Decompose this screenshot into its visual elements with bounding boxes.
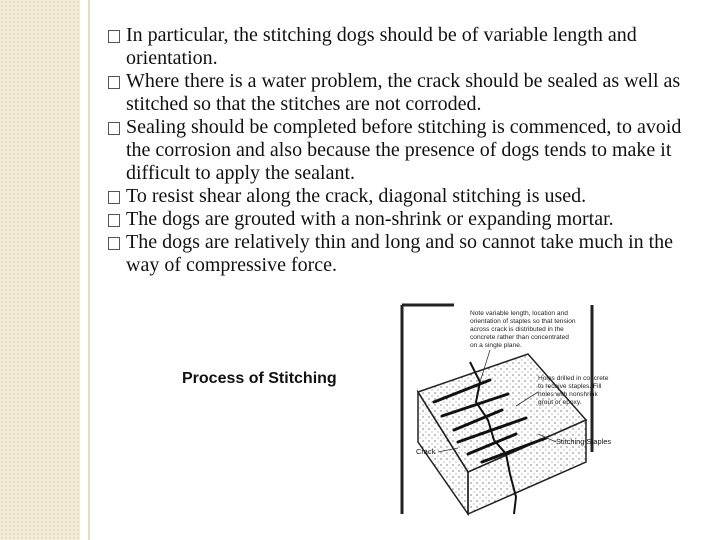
sidebar-divider (88, 0, 90, 540)
checkbox-bullet-icon (108, 214, 120, 227)
staples-label: Stitching Staples (556, 437, 612, 446)
checkbox-bullet-icon (108, 191, 120, 204)
checkbox-bullet-icon (108, 76, 120, 89)
stitching-diagram (398, 302, 612, 517)
bullet-item: The dogs are relatively thin and long and so cannot take much in the way of compressive force. (106, 231, 706, 277)
bullet-item: Sealing should be completed before stitching is commenced, to avoid the corrosion and also because the presence of dogs tends to make it difficult to apply the sealant. (106, 116, 706, 185)
checkbox-bullet-icon (108, 237, 120, 250)
bullet-list (106, 24, 706, 277)
note-annotation: Note variable length, location and orientation of staples so that tension across crack is distributed in the concrete rather than concentrated on a single plane. (470, 310, 576, 349)
holes-annotation: Holes drilled in concrete to receive staples. Fill holes with nonshrink grout or epoxy. (538, 375, 609, 406)
checkbox-bullet-icon (108, 30, 120, 43)
decorative-sidebar (0, 0, 80, 540)
crack-label: Crack (416, 447, 436, 456)
bullet-item: Where there is a water problem, the crack should be sealed as well as stitched so that the stitches are not corroded. (106, 70, 706, 116)
checkbox-bullet-icon (108, 122, 120, 135)
bullet-item: The dogs are grouted with a non-shrink or expanding mortar. (106, 208, 706, 231)
bullet-item: In particular, the stitching dogs should be of variable length and orientation. (106, 24, 706, 70)
bullet-item: To resist shear along the crack, diagonal stitching is used. (106, 185, 706, 208)
figure-caption: Process of Stitching (182, 370, 337, 387)
